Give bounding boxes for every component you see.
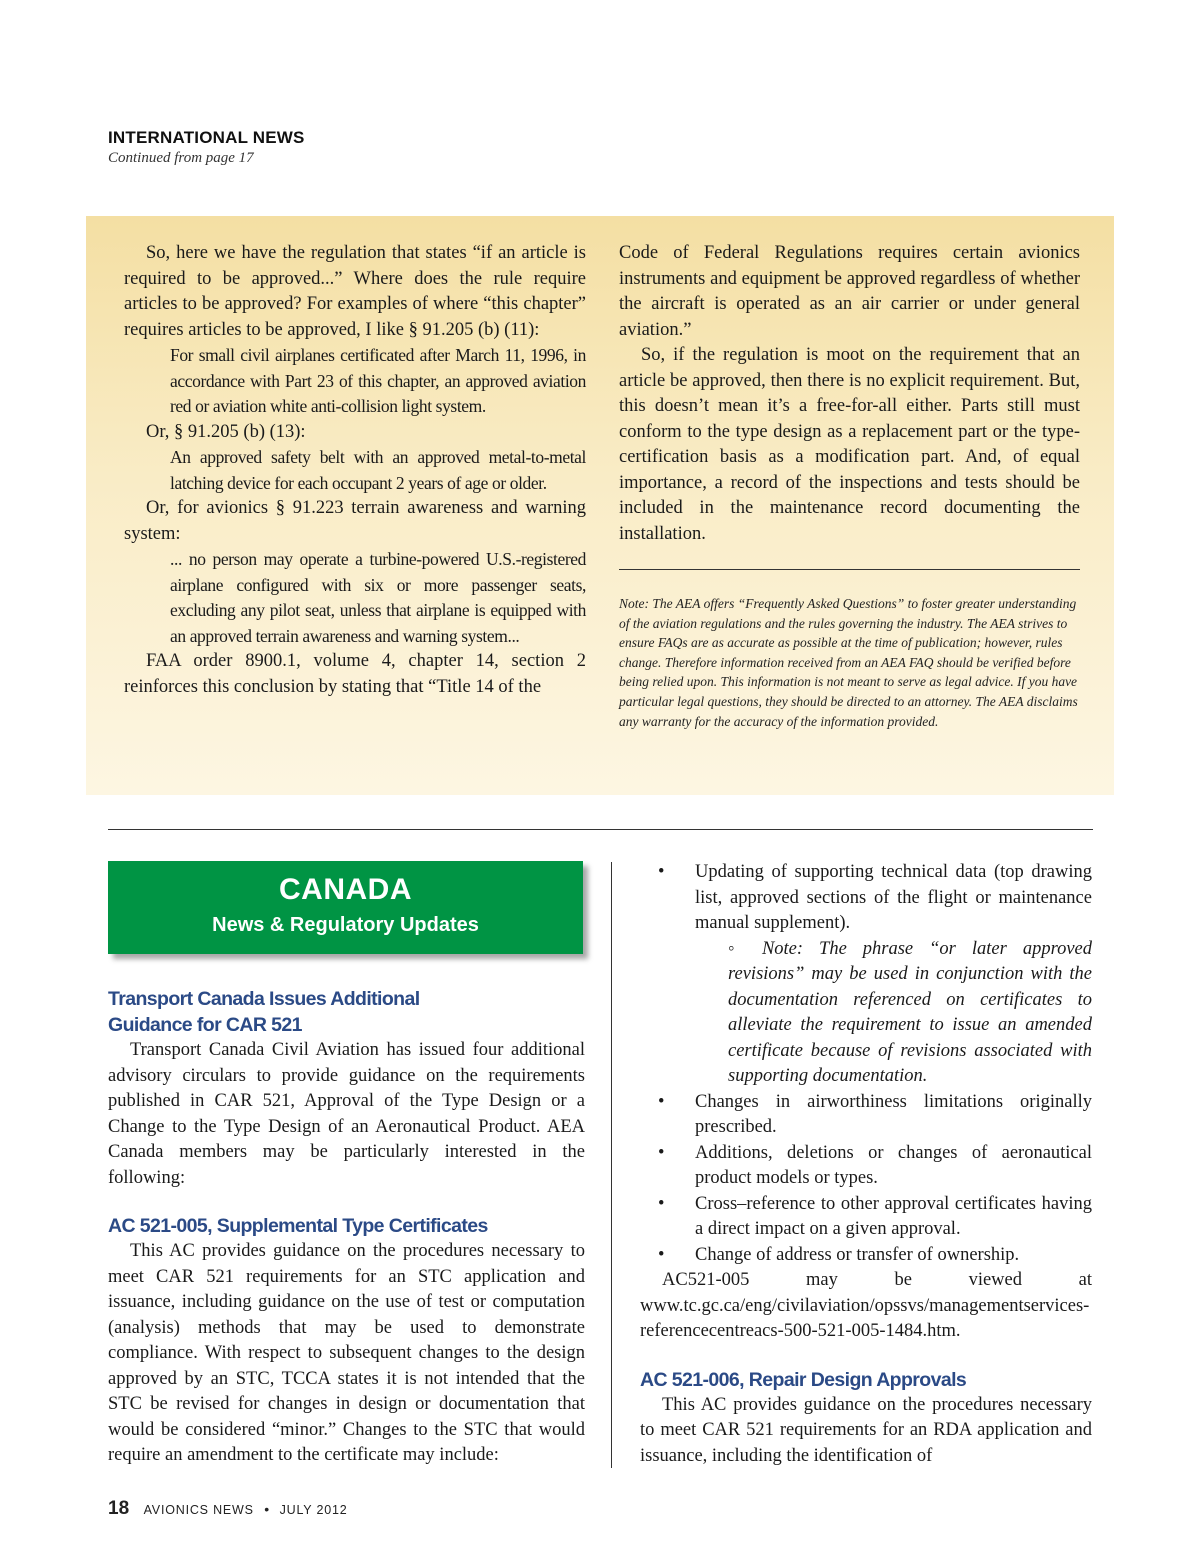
faq-quote: ... no person may operate a turbine-powered U.S.-registered airplane configured with six or more passenger seats, excluding any pilot seat, unless that airplane is equipped with an approved terrain awareness and warning system...: [170, 549, 586, 646]
continued-note: Continued from page 17: [108, 150, 254, 166]
ac006-heading: AC 521-006, Repair Design Approvals: [640, 1368, 967, 1391]
list-item-text: Changes in airworthiness limitations originally prescribed.: [695, 1091, 1092, 1137]
bullet-icon: •: [658, 862, 665, 882]
sub-note-text: Note: The phrase “or later approved revisions” may be used in conjunction with the documentation referenced on certificates to alleviate the requirement to issue an amended certificate because of revisions associated with supporting documentation.: [728, 938, 1093, 1086]
page-number: 18: [108, 1498, 130, 1519]
faq-quote: An approved safety belt with an approved metal-to-metal latching device for each occupant 2 years of age or older.: [170, 447, 586, 493]
column-divider: [611, 862, 612, 1468]
banner-subtitle: News & Regulatory Updates: [212, 914, 479, 936]
sub-note: [640, 937, 1092, 1090]
amendment-list-continued: [640, 1090, 1092, 1269]
faq-paragraph: Or, § 91.205 (b) (13):: [146, 421, 306, 442]
amendment-list: [640, 860, 1092, 937]
list-item-text: Updating of supporting technical data (top drawing list, approved sections of the flight or maintenance manual supplement).: [695, 862, 1092, 933]
list-item-text: Additions, deletions or changes of aeronautical product models or types.: [695, 1142, 1092, 1188]
faq-paragraph: So, here we have the regulation that states “if an article is required to be approved...” Where does the rule require articles to be approved? For examples of where “this chapter” requires articles to be approved, I like § 91.205 (b) (11):: [124, 243, 586, 340]
faq-paragraph: Or, for avionics § 91.223 terrain awareness and warning system:: [124, 498, 586, 544]
issue-date: JULY 2012: [279, 1503, 348, 1517]
list-item: [640, 1192, 1092, 1243]
list-item: [640, 1090, 1092, 1141]
faq-quote: For small civil airplanes certificated after March 11, 1996, in accordance with Part 23 of this chapter, an approved aviation red or aviation white anti-collision light system.: [170, 345, 586, 416]
publication-name: AVIONICS NEWS: [143, 1503, 254, 1517]
list-item-text: Change of address or transfer of ownership.: [695, 1244, 1020, 1265]
faq-paragraph: Code of Federal Regulations requires certain avionics instruments and equipment be approved regardless of whether the aircraft is operated as an air carrier or under general aviation.”: [619, 243, 1080, 340]
article-headline: [108, 986, 585, 1038]
article-intro: Transport Canada Civil Aviation has issued four additional advisory circulars to provide guidance on the requirements published in CAR 521, Approval of the Type Design or a Change to the Type Design of an Aeronautical Product. AEA Canada members may be particularly interested in the following:: [108, 1040, 585, 1188]
canada-left-column: [108, 986, 585, 1469]
list-item: [640, 1243, 1092, 1269]
circle-bullet-icon: ◦: [728, 938, 746, 959]
list-item: [640, 1141, 1092, 1192]
faq-paragraph: FAA order 8900.1, volume 4, chapter 14, section 2 reinforces this conclusion by stating that “Title 14 of the: [124, 651, 586, 697]
faq-paragraph: So, if the regulation is moot on the requirement that an article be approved, then there is no explicit requirement. But, this doesn’t mean it’s a free-for-all either. Parts still must conform to the type design as a replacement part or the type-certification basis as a modification part. And, of equal importance, a record of the inspections and tests should be included in the maintenance record documenting the installation.: [619, 345, 1080, 544]
bullet-icon: •: [658, 1142, 665, 1163]
list-item: [640, 860, 1092, 937]
page-footer: [108, 1498, 348, 1520]
headline-line-2: Guidance for CAR 521: [108, 1014, 302, 1036]
canada-right-column: [640, 860, 1092, 1469]
ac006-body: This AC provides guidance on the procedures necessary to meet CAR 521 requirements for an RDA application and issuance, including the identification of: [640, 1394, 1092, 1466]
headline-line-1: Transport Canada Issues Additional: [108, 988, 420, 1010]
ac005-link-text: AC521-005 may be viewed at www.tc.gc.ca/eng/civilaviation/opssvs/managementservices-referencecentreacs-500-521-005-1484.htm.: [640, 1270, 1092, 1341]
banner-title: CANADA: [279, 873, 412, 906]
separator-dot: •: [264, 1501, 270, 1517]
spacer: [640, 1345, 1092, 1367]
page-divider: [108, 829, 1093, 830]
faq-disclaimer-note: Note: The AEA offers “Frequently Asked Questions” to foster greater understanding of the aviation regulations and the rules governing the industry. The AEA strives to ensure FAQs are as accurate as possible at the time of publication; however, rules change. Therefore information received from an AEA FAQ should be verified before being relied upon. This information is not meant to serve as legal advice. If you have particular legal questions, they should be directed to an attorney. The AEA disclaims any warranty for the accuracy of the information provided.: [619, 596, 1078, 729]
list-item-text: Cross–reference to other approval certificates having a direct impact on a given approval.: [695, 1193, 1092, 1239]
canada-banner: [108, 861, 583, 954]
ac005-body: This AC provides guidance on the procedures necessary to meet CAR 521 requirements for an STC application and issuance, including guidance on the use of test or computation (analysis) methods that may be used to demonstrate compliance. With respect to subsequent changes to the design approved by an STC, TCCA states it is not intended that the STC be revised for changes in design or documentation that would be considered “minor.” Changes to the STC that would require an amendment to the certificate may include:: [108, 1241, 585, 1465]
ac005-heading: AC 521-005, Supplemental Type Certificates: [108, 1215, 488, 1237]
bullet-icon: •: [658, 1193, 665, 1214]
spacer: [108, 1191, 585, 1213]
note-divider: [619, 569, 1080, 570]
faq-right-column: [619, 241, 1080, 547]
section-header: [108, 128, 305, 167]
bullet-icon: •: [658, 1244, 665, 1265]
bullet-icon: •: [658, 1091, 665, 1112]
section-title: INTERNATIONAL NEWS: [108, 128, 305, 147]
faq-left-column: [124, 241, 586, 700]
